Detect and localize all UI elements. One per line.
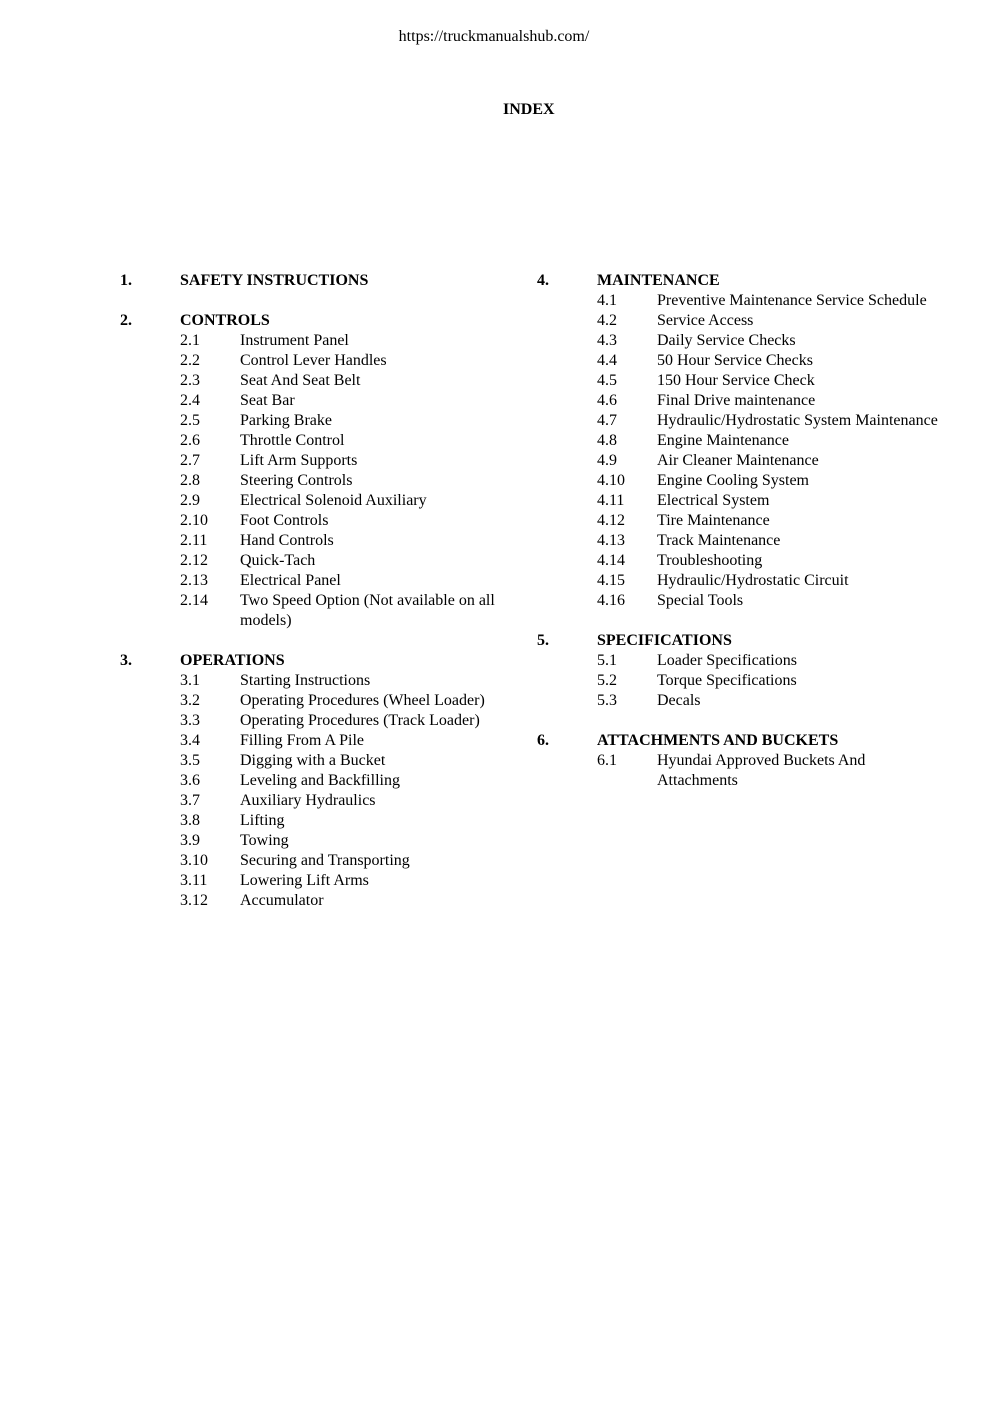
entry-number: 3.10 [180, 852, 208, 869]
entry-number: 2.9 [180, 492, 200, 509]
entry-number: 3.7 [180, 792, 200, 809]
entry-label: Hyundai Approved Buckets And Attachments [657, 752, 866, 789]
entry-label: Service Access [657, 312, 754, 329]
entry-label: Filling From A Pile [240, 732, 365, 749]
entry-number: 2.13 [180, 572, 208, 589]
entry-number: 4.9 [597, 452, 617, 469]
index-entry[interactable] [597, 391, 957, 411]
entry-number: 4.3 [597, 332, 617, 349]
entry-number: 5.1 [597, 652, 617, 669]
entry-label: Digging with a Bucket [240, 752, 386, 769]
index-section [537, 271, 957, 611]
index-entry[interactable] [597, 291, 957, 311]
entry-number: 3.8 [180, 812, 200, 829]
index-entry[interactable] [180, 371, 520, 391]
entry-number: 4.10 [597, 472, 625, 489]
section-heading[interactable] [120, 271, 520, 291]
entry-number: 2.12 [180, 552, 208, 569]
section-title: SPECIFICATIONS [597, 632, 732, 649]
entry-number: 5.3 [597, 692, 617, 709]
index-entry[interactable] [180, 591, 520, 631]
section-number: 4. [537, 272, 549, 289]
entry-label: Throttle Control [240, 432, 345, 449]
entry-label: Two Speed Option (Not available on all models) [240, 592, 495, 629]
index-entry[interactable] [180, 671, 520, 691]
entry-label: Towing [240, 832, 289, 849]
index-entry[interactable] [597, 431, 957, 451]
index-entry[interactable] [180, 831, 520, 851]
entry-label: Parking Brake [240, 412, 332, 429]
index-entry[interactable] [597, 531, 957, 551]
section-title: ATTACHMENTS AND BUCKETS [597, 732, 839, 749]
entry-number: 4.15 [597, 572, 625, 589]
index-entry[interactable] [597, 311, 957, 331]
section-number: 3. [120, 652, 132, 669]
index-entry[interactable] [180, 471, 520, 491]
section-items [120, 331, 520, 631]
entry-number: 4.8 [597, 432, 617, 449]
section-number: 2. [120, 312, 132, 329]
entry-label: Leveling and Backfilling [240, 772, 400, 789]
entry-number: 4.14 [597, 552, 625, 569]
section-heading[interactable] [537, 271, 957, 291]
index-entry[interactable] [180, 571, 520, 591]
entry-number: 4.16 [597, 592, 625, 609]
index-entry[interactable] [597, 691, 957, 711]
entry-label: Decals [657, 692, 701, 709]
index-entry[interactable] [597, 551, 957, 571]
entry-label: Operating Procedures (Wheel Loader) [240, 692, 485, 709]
entry-number: 2.2 [180, 352, 200, 369]
entry-number: 4.2 [597, 312, 617, 329]
entry-label: 150 Hour Service Check [657, 372, 815, 389]
entry-label: Securing and Transporting [240, 852, 410, 869]
index-entry[interactable] [180, 811, 520, 831]
entry-label: Special Tools [657, 592, 744, 609]
index-entry[interactable] [180, 411, 520, 431]
section-heading[interactable] [120, 651, 520, 671]
entry-number: 3.11 [180, 872, 208, 889]
entry-number: 3.2 [180, 692, 200, 709]
entry-label: Seat And Seat Belt [240, 372, 361, 389]
index-entry[interactable] [597, 591, 957, 611]
index-entry[interactable] [180, 351, 520, 371]
entry-number: 4.6 [597, 392, 617, 409]
index-entry[interactable] [597, 751, 957, 791]
entry-number: 2.14 [180, 592, 208, 609]
entry-label: Seat Bar [240, 392, 295, 409]
entry-label: Hydraulic/Hydrostatic Circuit [657, 572, 849, 589]
index-entry[interactable] [180, 711, 520, 731]
entry-label: Lowering Lift Arms [240, 872, 369, 889]
entry-label: Engine Cooling System [657, 472, 809, 489]
index-entry[interactable] [597, 491, 957, 511]
entry-label: Daily Service Checks [657, 332, 796, 349]
section-heading[interactable] [120, 311, 520, 331]
section-title: SAFETY INSTRUCTIONS [180, 272, 369, 289]
index-entry[interactable] [597, 331, 957, 351]
entry-label: Electrical Solenoid Auxiliary [240, 492, 427, 509]
entry-label: Electrical System [657, 492, 770, 509]
entry-label: Electrical Panel [240, 572, 341, 589]
entry-label: Air Cleaner Maintenance [657, 452, 819, 469]
entry-label: Operating Procedures (Track Loader) [240, 712, 480, 729]
section-number: 5. [537, 632, 549, 649]
entry-label: Track Maintenance [657, 532, 781, 549]
entry-label: Auxiliary Hydraulics [240, 792, 376, 809]
entry-number: 6.1 [597, 752, 617, 769]
index-entry[interactable] [597, 671, 957, 691]
entry-number: 4.12 [597, 512, 625, 529]
entry-label: Steering Controls [240, 472, 353, 489]
index-entry[interactable] [180, 751, 520, 771]
entry-label: Tire Maintenance [657, 512, 770, 529]
entry-number: 4.4 [597, 352, 617, 369]
index-entry[interactable] [597, 351, 957, 371]
entry-number: 3.5 [180, 752, 200, 769]
index-entry[interactable] [597, 411, 957, 431]
entry-number: 3.3 [180, 712, 200, 729]
index-section [120, 311, 520, 631]
index-entry[interactable] [180, 551, 520, 571]
index-entry[interactable] [180, 431, 520, 451]
entry-label: Final Drive maintenance [657, 392, 816, 409]
index-section [120, 651, 520, 911]
index-entry[interactable] [180, 851, 520, 871]
section-items [120, 671, 520, 911]
index-entry[interactable] [180, 451, 520, 471]
page-title: INDEX [503, 101, 555, 118]
entry-number: 2.11 [180, 532, 208, 549]
entry-number: 4.11 [597, 492, 625, 509]
index-entry[interactable] [597, 471, 957, 491]
entry-number: 3.1 [180, 672, 200, 689]
entry-label: Accumulator [240, 892, 324, 909]
entry-label: Lifting [240, 812, 285, 829]
entry-label: Engine Maintenance [657, 432, 789, 449]
entry-number: 2.6 [180, 432, 200, 449]
entry-label: Foot Controls [240, 512, 329, 529]
entry-number: 2.4 [180, 392, 200, 409]
index-entry[interactable] [180, 791, 520, 811]
entry-number: 2.8 [180, 472, 200, 489]
entry-label: Quick-Tach [240, 552, 316, 569]
entry-number: 4.5 [597, 372, 617, 389]
entry-number: 2.5 [180, 412, 200, 429]
index-entry[interactable] [180, 391, 520, 411]
entry-label: Control Lever Handles [240, 352, 387, 369]
entry-number: 2.10 [180, 512, 208, 529]
entry-label: Hand Controls [240, 532, 334, 549]
entry-number: 2.3 [180, 372, 200, 389]
entry-number: 5.2 [597, 672, 617, 689]
entry-number: 3.12 [180, 892, 208, 909]
entry-label: Troubleshooting [657, 552, 763, 569]
index-entry[interactable] [180, 891, 520, 911]
entry-label: Loader Specifications [657, 652, 797, 669]
section-title: CONTROLS [180, 312, 270, 329]
index-entry[interactable] [180, 871, 520, 891]
index-entry[interactable] [597, 451, 957, 471]
entry-number: 3.4 [180, 732, 200, 749]
section-items [537, 751, 957, 791]
entry-number: 3.6 [180, 772, 200, 789]
entry-number: 4.1 [597, 292, 617, 309]
index-entry[interactable] [180, 771, 520, 791]
entry-number: 2.1 [180, 332, 200, 349]
entry-label: 50 Hour Service Checks [657, 352, 813, 369]
section-heading[interactable] [537, 631, 957, 651]
section-number: 6. [537, 732, 549, 749]
index-entry[interactable] [180, 331, 520, 351]
index-column-right [537, 271, 957, 811]
index-entry[interactable] [180, 511, 520, 531]
index-section [537, 631, 957, 711]
index-entry[interactable] [180, 691, 520, 711]
index-entry[interactable] [597, 571, 957, 591]
entry-number: 2.7 [180, 452, 200, 469]
index-section [537, 731, 957, 791]
entry-label: Preventive Maintenance Service Schedule [657, 292, 927, 309]
index-section [120, 271, 520, 291]
entry-label: Instrument Panel [240, 332, 349, 349]
section-title: OPERATIONS [180, 652, 285, 669]
entry-label: Torque Specifications [657, 672, 797, 689]
section-heading[interactable] [537, 731, 957, 751]
section-items [537, 291, 957, 611]
header-url[interactable]: https://truckmanualshub.com/ [398, 28, 590, 45]
index-entry[interactable] [597, 511, 957, 531]
section-number: 1. [120, 272, 132, 289]
index-column-left [120, 271, 520, 931]
index-entry[interactable] [597, 651, 957, 671]
entry-number: 3.9 [180, 832, 200, 849]
section-items [537, 651, 957, 711]
entry-label: Starting Instructions [240, 672, 371, 689]
entry-number: 4.7 [597, 412, 617, 429]
section-title: MAINTENANCE [597, 272, 720, 289]
entry-label: Hydraulic/Hydrostatic System Maintenance [657, 412, 938, 429]
index-entry[interactable] [180, 731, 520, 751]
entry-number: 4.13 [597, 532, 625, 549]
entry-label: Lift Arm Supports [240, 452, 358, 469]
index-entry[interactable] [597, 371, 957, 391]
index-entry[interactable] [180, 531, 520, 551]
index-entry[interactable] [180, 491, 520, 511]
